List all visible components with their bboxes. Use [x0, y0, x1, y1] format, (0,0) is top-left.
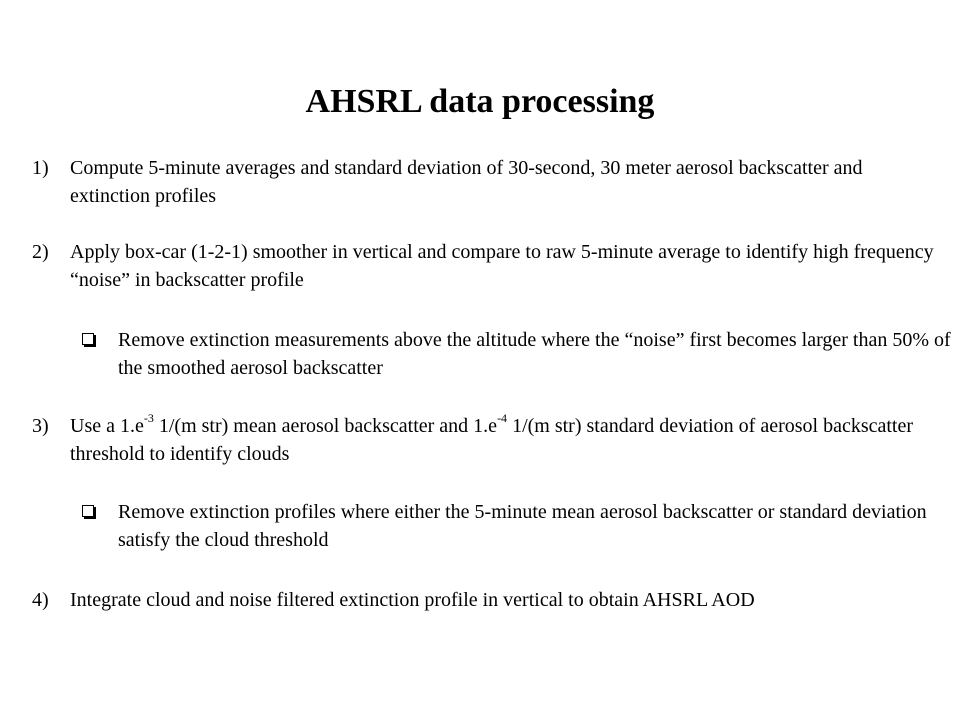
list-text-2: Apply box-car (1-2-1) smoother in vertical and compare to raw 5-minute average to identify high frequency “noise” in backscatter profile [70, 241, 934, 291]
exponent-b: -4 [497, 411, 508, 426]
list-number-3: 3) [32, 415, 49, 437]
checkbox-bullet-icon [82, 333, 94, 345]
list-text-3-part-c: 1/(m str) standard deviation of aerosol backscatter threshold to identify clouds [70, 415, 914, 465]
sub-bullet-text-2: Remove extinction measurements above the altitude where the “noise” first becomes larger than 50% of the smoothed aerosol backscatter [118, 329, 951, 379]
list-text-4: Integrate cloud and noise filtered extinction profile in vertical to obtain AHSRL AOD [70, 589, 755, 611]
list-number-1: 1) [32, 157, 49, 179]
list-number-2: 2) [32, 241, 49, 263]
list-item-2 [32, 238, 942, 294]
list-number-4: 4) [32, 589, 49, 611]
list-text-3-part-b: 1/(m str) mean aerosol backscatter and 1.e [153, 415, 498, 437]
list-item-4 [32, 586, 942, 614]
sub-bullet-2 [82, 326, 952, 382]
sub-bullet-3 [82, 498, 952, 554]
list-item-1 [32, 154, 942, 210]
list-text-3-part-a: Use a 1.e [70, 415, 144, 437]
exponent-a: -3 [143, 411, 154, 426]
list-text-1: Compute 5-minute averages and standard deviation of 30-second, 30 meter aerosol backscatter and extinction profiles [70, 157, 863, 207]
list-item-3 [32, 412, 942, 468]
checkbox-bullet-icon [82, 505, 94, 517]
sub-bullet-text-3: Remove extinction profiles where either the 5-minute mean aerosol backscatter or standard deviation satisfy the cloud threshold [118, 501, 927, 551]
list-text-3 [70, 412, 942, 468]
page-title: AHSRL data processing [305, 83, 655, 120]
